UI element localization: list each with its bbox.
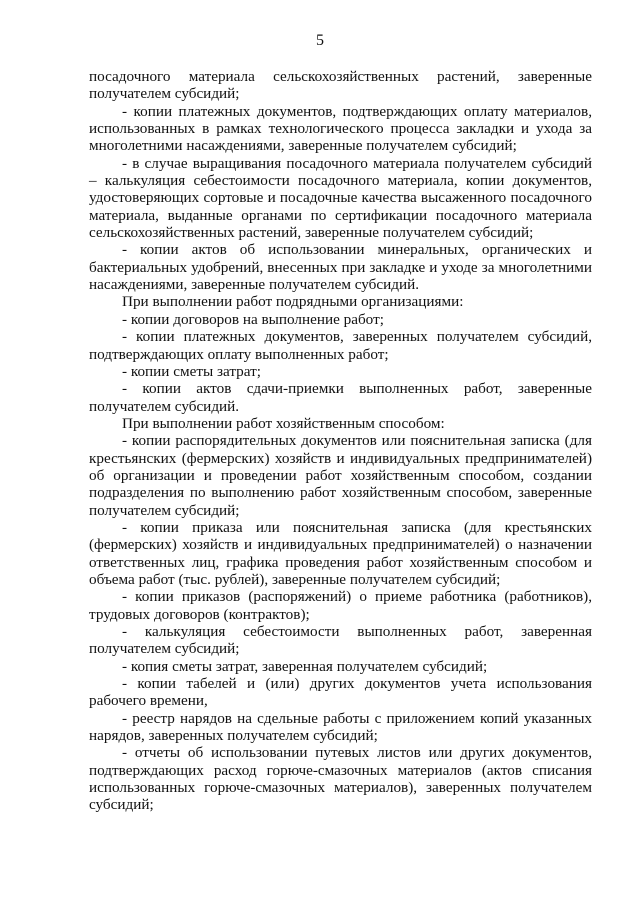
paragraph: - копии актов об использовании минеральных, органических и бактериальных удобрений, внесенных при закладке и уходе за многолетними насаждениями, заверенные получателем субсидий. [89,241,592,294]
section-intro: При выполнении работ подрядными организациями: [122,293,464,311]
paragraph: - копии актов сдачи-приемки выполненных работ, заверенные получателем субсидий. [89,380,592,415]
paragraph: - копии договоров на выполнение работ; [122,310,384,328]
paragraph: - реестр нарядов на сдельные работы с приложением копий указанных нарядов, заверенных получателем субсидий; [89,709,592,745]
paragraph: - копии приказов (распоряжений) о приеме работника (работников), трудовых договоров (контрактов); [89,588,592,623]
paragraph: - копия сметы затрат, заверенная получателем субсидий; [122,657,488,675]
paragraph: - копии табелей и (или) других документов учета использования рабочего времени, [89,675,592,710]
paragraph: - калькуляция себестоимости выполненных работ, заверенная получателем субсидий; [89,623,592,658]
paragraph: - отчеты об использовании путевых листов или других документов, подтверждающих расход горюче-смазочных материалов (актов списания использованных горюче-смазочных материалов), заверенных получателем субсидий; [89,744,592,814]
section-intro: При выполнении работ хозяйственным способом: [122,414,445,432]
page-number: 5 [316,32,324,49]
document-body [89,68,592,814]
paragraph: - копии приказа или пояснительная записка (для крестьянских (фермерских) хозяйств и индивидуальных предпринимателей) о назначении ответственных лиц, графика проведения работ хозяйственным способом и объема работ (тыс. рублей), заверенные получателем субсидий; [89,518,592,588]
paragraph: - копии платежных документов, подтверждающих оплату материалов, использованных в рамках технологического процесса закладки и ухода за многолетними насаждениями, заверенные получателем субсидий; [89,102,592,155]
paragraph: - копии платежных документов, заверенных получателем субсидий, подтверждающих оплату выполненных работ; [89,328,592,363]
paragraph: - в случае выращивания посадочного материала получателем субсидий – калькуляция себестоимости посадочного материала, копии документов, удостоверяющих сортовые и посадочные качества высаженного посадочного материала, выданные органами по сертификации посадочного материала сельскохозяйственных растений, заверенные получателем субсидий; [89,154,592,242]
paragraph: посадочного материала сельскохозяйственных растений, заверенные получателем субсидий; [89,68,592,103]
paragraph: - копии сметы затрат; [122,362,261,380]
paragraph: - копии распорядительных документов или пояснительная записка (для крестьянских (фермерских) хозяйств и индивидуальных предпринимателей) об организации и проведении работ хозяйственным способом, создании подразделения по выполнению работ хозяйственным способом, заверенные получателем субсидий; [89,432,592,519]
